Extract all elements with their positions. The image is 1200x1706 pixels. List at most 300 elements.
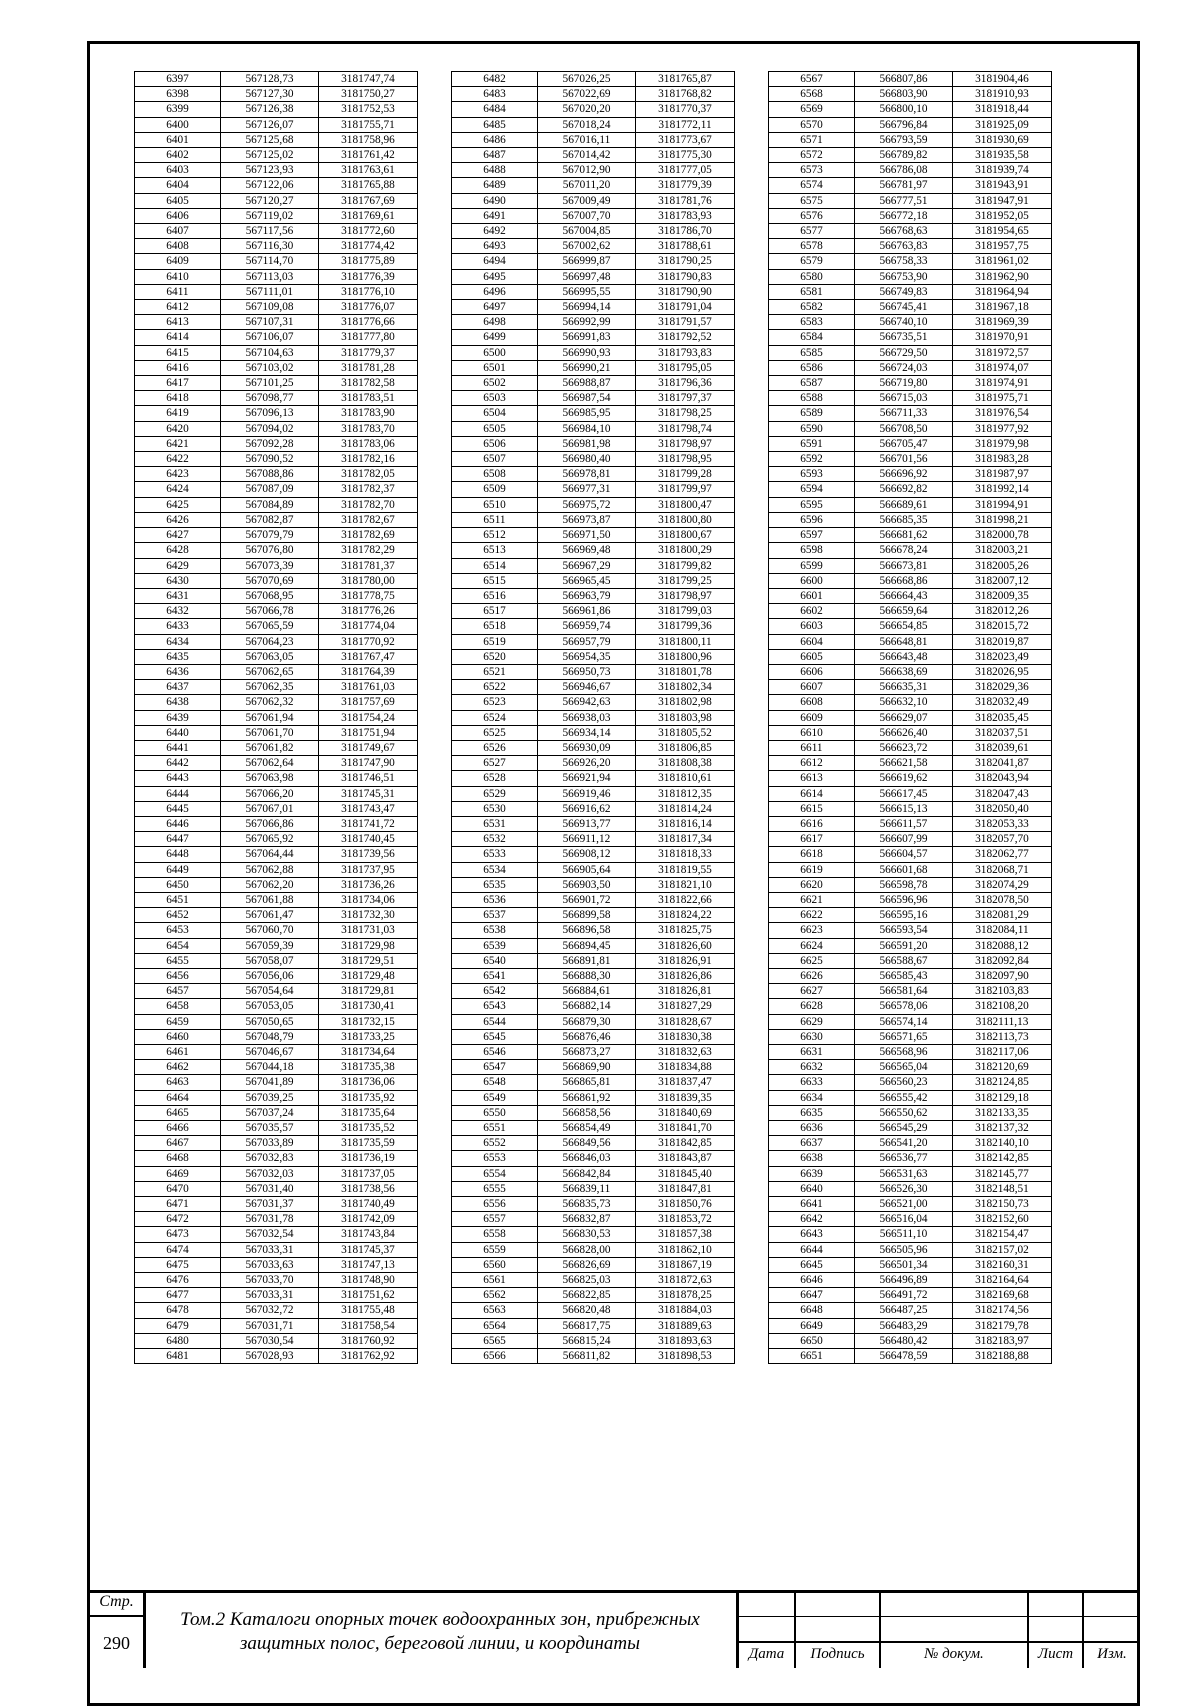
y-coordinate: 3181775,89 (319, 254, 418, 269)
table-row (135, 1349, 418, 1364)
point-number: 6586 (769, 360, 855, 375)
table-row (452, 467, 735, 482)
table-row (452, 1166, 735, 1181)
x-coordinate: 567054,64 (221, 984, 319, 999)
y-coordinate: 3181776,66 (319, 315, 418, 330)
x-coordinate: 566501,34 (855, 1257, 953, 1272)
x-coordinate: 566965,45 (538, 573, 636, 588)
point-number: 6483 (452, 87, 538, 102)
table-row (452, 117, 735, 132)
x-coordinate: 567120,27 (221, 193, 319, 208)
y-coordinate: 3181776,10 (319, 284, 418, 299)
table-row (135, 1288, 418, 1303)
table-row (769, 877, 1052, 892)
point-number: 6427 (135, 528, 221, 543)
table-row (452, 406, 735, 421)
y-coordinate: 3182150,73 (953, 1197, 1052, 1212)
x-coordinate: 567028,93 (221, 1349, 319, 1364)
x-coordinate: 566865,81 (538, 1075, 636, 1090)
table-row (769, 178, 1052, 193)
table-row (769, 710, 1052, 725)
table-row (452, 1349, 735, 1364)
y-coordinate: 3181799,28 (636, 467, 735, 482)
y-coordinate: 3181781,28 (319, 360, 418, 375)
doc-number-label: № докум. (924, 1646, 984, 1662)
table-row (769, 193, 1052, 208)
x-coordinate: 566588,67 (855, 953, 953, 968)
table-row (769, 923, 1052, 938)
point-number: 6523 (452, 695, 538, 710)
table-row (452, 801, 735, 816)
table-row (135, 436, 418, 451)
point-number: 6618 (769, 847, 855, 862)
point-number: 6472 (135, 1212, 221, 1227)
table-row (769, 968, 1052, 983)
y-coordinate: 3182152,60 (953, 1212, 1052, 1227)
table-row (452, 786, 735, 801)
point-number: 6488 (452, 163, 538, 178)
x-coordinate: 566796,84 (855, 117, 953, 132)
point-number: 6473 (135, 1227, 221, 1242)
y-coordinate: 3181769,61 (319, 208, 418, 223)
point-number: 6595 (769, 497, 855, 512)
point-number: 6510 (452, 497, 538, 512)
point-number: 6444 (135, 786, 221, 801)
table-row (452, 1197, 735, 1212)
point-number: 6623 (769, 923, 855, 938)
point-number: 6627 (769, 984, 855, 999)
x-coordinate: 567076,80 (221, 543, 319, 558)
point-number: 6438 (135, 695, 221, 710)
point-number: 6563 (452, 1303, 538, 1318)
y-coordinate: 3181800,96 (636, 649, 735, 664)
y-coordinate: 3182026,95 (953, 664, 1052, 679)
y-coordinate: 3182041,87 (953, 756, 1052, 771)
table-row (769, 558, 1052, 573)
table-row (452, 102, 735, 117)
table-row (135, 224, 418, 239)
y-coordinate: 3181799,25 (636, 573, 735, 588)
x-coordinate: 567104,63 (221, 345, 319, 360)
table-row (135, 452, 418, 467)
point-number: 6558 (452, 1227, 538, 1242)
x-coordinate: 567126,38 (221, 102, 319, 117)
y-coordinate: 3181832,63 (636, 1045, 735, 1060)
table-row (769, 847, 1052, 862)
x-coordinate: 566777,51 (855, 193, 953, 208)
point-number: 6420 (135, 421, 221, 436)
y-coordinate: 3181802,98 (636, 695, 735, 710)
table-row (452, 558, 735, 573)
coordinates-table-1 (134, 71, 418, 1364)
point-number: 6639 (769, 1166, 855, 1181)
y-coordinate: 3181731,03 (319, 923, 418, 938)
table-row (452, 1242, 735, 1257)
x-coordinate: 567087,09 (221, 482, 319, 497)
y-coordinate: 3181776,26 (319, 604, 418, 619)
table-row (135, 999, 418, 1014)
y-coordinate: 3181737,05 (319, 1166, 418, 1181)
table-row (769, 649, 1052, 664)
x-coordinate: 567064,44 (221, 847, 319, 862)
table-row (452, 330, 735, 345)
table-row (452, 908, 735, 923)
x-coordinate: 566635,31 (855, 680, 953, 695)
y-coordinate: 3181761,03 (319, 680, 418, 695)
table-row (452, 953, 735, 968)
point-number: 6612 (769, 756, 855, 771)
x-coordinate: 567128,73 (221, 72, 319, 87)
table-row (452, 938, 735, 953)
table-row (135, 1045, 418, 1060)
x-coordinate: 567031,40 (221, 1181, 319, 1196)
point-number: 6568 (769, 87, 855, 102)
point-number: 6525 (452, 725, 538, 740)
point-number: 6455 (135, 953, 221, 968)
table-row (135, 1151, 418, 1166)
point-number: 6411 (135, 284, 221, 299)
x-coordinate: 566480,42 (855, 1333, 953, 1348)
point-number: 6442 (135, 756, 221, 771)
y-coordinate: 3181826,60 (636, 938, 735, 953)
point-number: 6599 (769, 558, 855, 573)
x-coordinate: 566995,55 (538, 284, 636, 299)
x-coordinate: 566815,24 (538, 1333, 636, 1348)
y-coordinate: 3181790,25 (636, 254, 735, 269)
grid-line (739, 1641, 1140, 1643)
table-row (769, 452, 1052, 467)
point-number: 6622 (769, 908, 855, 923)
y-coordinate: 3181974,91 (953, 376, 1052, 391)
table-row (135, 847, 418, 862)
y-coordinate: 3181734,06 (319, 892, 418, 907)
y-coordinate: 3182137,32 (953, 1121, 1052, 1136)
x-coordinate: 566505,96 (855, 1242, 953, 1257)
point-number: 6509 (452, 482, 538, 497)
point-number: 6643 (769, 1227, 855, 1242)
point-number: 6611 (769, 740, 855, 755)
y-coordinate: 3181743,47 (319, 801, 418, 816)
x-coordinate: 567031,78 (221, 1212, 319, 1227)
y-coordinate: 3181969,39 (953, 315, 1052, 330)
point-number: 6626 (769, 968, 855, 983)
table-row (769, 634, 1052, 649)
table-row (135, 163, 418, 178)
point-number: 6503 (452, 391, 538, 406)
x-coordinate: 566526,30 (855, 1181, 953, 1196)
point-number: 6422 (135, 452, 221, 467)
y-coordinate: 3182003,21 (953, 543, 1052, 558)
table-row (452, 680, 735, 695)
point-number: 6513 (452, 543, 538, 558)
point-number: 6536 (452, 892, 538, 907)
y-coordinate: 3182000,78 (953, 528, 1052, 543)
x-coordinate: 567053,05 (221, 999, 319, 1014)
y-coordinate: 3181776,39 (319, 269, 418, 284)
y-coordinate: 3182164,64 (953, 1273, 1052, 1288)
y-coordinate: 3181790,90 (636, 284, 735, 299)
y-coordinate: 3181798,25 (636, 406, 735, 421)
table-row (135, 497, 418, 512)
point-number: 6404 (135, 178, 221, 193)
table-row (769, 1227, 1052, 1242)
point-number: 6401 (135, 132, 221, 147)
x-coordinate: 567116,30 (221, 239, 319, 254)
y-coordinate: 3182005,26 (953, 558, 1052, 573)
y-coordinate: 3181910,93 (953, 87, 1052, 102)
x-coordinate: 566578,06 (855, 999, 953, 1014)
x-coordinate: 566975,72 (538, 497, 636, 512)
point-number: 6633 (769, 1075, 855, 1090)
table-row (135, 178, 418, 193)
x-coordinate: 566817,75 (538, 1318, 636, 1333)
y-coordinate: 3181818,33 (636, 847, 735, 862)
point-number: 6561 (452, 1273, 538, 1288)
table-row (769, 1181, 1052, 1196)
table-row (452, 436, 735, 451)
y-coordinate: 3181837,47 (636, 1075, 735, 1090)
table-row (135, 862, 418, 877)
y-coordinate: 3182179,78 (953, 1318, 1052, 1333)
x-coordinate: 566980,40 (538, 452, 636, 467)
point-number: 6629 (769, 1014, 855, 1029)
y-coordinate: 3181778,75 (319, 588, 418, 603)
x-coordinate: 566623,72 (855, 740, 953, 755)
table-row (769, 543, 1052, 558)
table-row (769, 239, 1052, 254)
point-number: 6430 (135, 573, 221, 588)
x-coordinate: 566574,14 (855, 1014, 953, 1029)
point-number: 6609 (769, 710, 855, 725)
table-row (452, 710, 735, 725)
point-number: 6585 (769, 345, 855, 360)
point-number: 6543 (452, 999, 538, 1014)
y-coordinate: 3181796,36 (636, 376, 735, 391)
point-number: 6553 (452, 1151, 538, 1166)
x-coordinate: 567002,62 (538, 239, 636, 254)
point-number: 6441 (135, 740, 221, 755)
y-coordinate: 3181780,00 (319, 573, 418, 588)
y-coordinate: 3181872,63 (636, 1273, 735, 1288)
y-coordinate: 3182039,61 (953, 740, 1052, 755)
x-coordinate: 566571,65 (855, 1029, 953, 1044)
y-coordinate: 3182124,85 (953, 1075, 1052, 1090)
x-coordinate: 566638,69 (855, 664, 953, 679)
table-row (135, 573, 418, 588)
table-row (769, 497, 1052, 512)
table-row (135, 680, 418, 695)
table-row (135, 193, 418, 208)
point-number: 6573 (769, 163, 855, 178)
x-coordinate: 566626,40 (855, 725, 953, 740)
table-row (135, 391, 418, 406)
y-coordinate: 3182078,50 (953, 892, 1052, 907)
x-coordinate: 566984,10 (538, 421, 636, 436)
y-coordinate: 3181798,95 (636, 452, 735, 467)
x-coordinate: 566521,00 (855, 1197, 953, 1212)
point-number: 6418 (135, 391, 221, 406)
point-number: 6496 (452, 284, 538, 299)
y-coordinate: 3181884,03 (636, 1303, 735, 1318)
point-number: 6453 (135, 923, 221, 938)
point-number: 6432 (135, 604, 221, 619)
point-number: 6638 (769, 1151, 855, 1166)
y-coordinate: 3181783,06 (319, 436, 418, 451)
x-coordinate: 566901,72 (538, 892, 636, 907)
x-coordinate: 566611,57 (855, 816, 953, 831)
point-number: 6630 (769, 1029, 855, 1044)
x-coordinate: 567033,63 (221, 1257, 319, 1272)
point-number: 6545 (452, 1029, 538, 1044)
x-coordinate: 567126,07 (221, 117, 319, 132)
y-coordinate: 3181826,81 (636, 984, 735, 999)
point-number: 6527 (452, 756, 538, 771)
point-number: 6608 (769, 695, 855, 710)
point-number: 6429 (135, 558, 221, 573)
point-number: 6447 (135, 832, 221, 847)
x-coordinate: 566585,43 (855, 968, 953, 983)
y-coordinate: 3181972,57 (953, 345, 1052, 360)
x-coordinate: 567056,06 (221, 968, 319, 983)
point-number: 6613 (769, 771, 855, 786)
point-number: 6502 (452, 376, 538, 391)
table-row (769, 117, 1052, 132)
y-coordinate: 3181842,85 (636, 1136, 735, 1151)
y-coordinate: 3181783,51 (319, 391, 418, 406)
point-number: 6592 (769, 452, 855, 467)
y-coordinate: 3181827,29 (636, 999, 735, 1014)
table-row (135, 649, 418, 664)
x-coordinate: 566884,61 (538, 984, 636, 999)
x-coordinate: 567033,70 (221, 1273, 319, 1288)
y-coordinate: 3181800,29 (636, 543, 735, 558)
point-number: 6548 (452, 1075, 538, 1090)
y-coordinate: 3181857,38 (636, 1227, 735, 1242)
table-row (135, 1242, 418, 1257)
y-coordinate: 3181761,42 (319, 148, 418, 163)
x-coordinate: 567063,98 (221, 771, 319, 786)
x-coordinate: 566894,45 (538, 938, 636, 953)
table-row (135, 148, 418, 163)
y-coordinate: 3181935,58 (953, 148, 1052, 163)
x-coordinate: 566654,85 (855, 619, 953, 634)
table-row (769, 1121, 1052, 1136)
point-number: 6458 (135, 999, 221, 1014)
point-number: 6605 (769, 649, 855, 664)
point-number: 6497 (452, 300, 538, 315)
point-number: 6602 (769, 604, 855, 619)
table-row (769, 1197, 1052, 1212)
x-coordinate: 566811,82 (538, 1349, 636, 1364)
x-coordinate: 566803,90 (855, 87, 953, 102)
table-row (452, 984, 735, 999)
x-coordinate: 566963,79 (538, 588, 636, 603)
x-coordinate: 566753,90 (855, 269, 953, 284)
point-number: 6556 (452, 1197, 538, 1212)
x-coordinate: 566496,89 (855, 1273, 953, 1288)
x-coordinate: 566846,03 (538, 1151, 636, 1166)
x-coordinate: 566491,72 (855, 1288, 953, 1303)
x-coordinate: 567065,92 (221, 832, 319, 847)
point-number: 6554 (452, 1166, 538, 1181)
y-coordinate: 3181775,30 (636, 148, 735, 163)
point-number: 6651 (769, 1349, 855, 1364)
point-number: 6582 (769, 300, 855, 315)
table-row (452, 391, 735, 406)
table-row (135, 816, 418, 831)
y-coordinate: 3181782,29 (319, 543, 418, 558)
y-coordinate: 3181783,93 (636, 208, 735, 223)
x-coordinate: 566516,04 (855, 1212, 953, 1227)
table-row (452, 497, 735, 512)
table-row (452, 1105, 735, 1120)
table-row (452, 1075, 735, 1090)
page-number: 290 (103, 1633, 130, 1653)
table-row (135, 725, 418, 740)
x-coordinate: 566595,16 (855, 908, 953, 923)
y-coordinate: 3181841,70 (636, 1121, 735, 1136)
point-number: 6500 (452, 345, 538, 360)
point-number: 6642 (769, 1212, 855, 1227)
y-coordinate: 3182029,36 (953, 680, 1052, 695)
x-coordinate: 566822,85 (538, 1288, 636, 1303)
y-coordinate: 3181964,94 (953, 284, 1052, 299)
x-coordinate: 566987,54 (538, 391, 636, 406)
y-coordinate: 3181975,71 (953, 391, 1052, 406)
point-number: 6566 (452, 1349, 538, 1364)
point-number: 6398 (135, 87, 221, 102)
table-row (452, 588, 735, 603)
x-coordinate: 567079,79 (221, 528, 319, 543)
point-number: 6520 (452, 649, 538, 664)
point-number: 6479 (135, 1318, 221, 1333)
table-row (452, 452, 735, 467)
y-coordinate: 3181751,94 (319, 725, 418, 740)
point-number: 6450 (135, 877, 221, 892)
x-coordinate: 567032,83 (221, 1151, 319, 1166)
table-row (452, 512, 735, 527)
y-coordinate: 3182023,49 (953, 649, 1052, 664)
y-coordinate: 3181749,67 (319, 740, 418, 755)
y-coordinate: 3181962,90 (953, 269, 1052, 284)
y-coordinate: 3181730,41 (319, 999, 418, 1014)
y-coordinate: 3181782,67 (319, 512, 418, 527)
y-coordinate: 3181967,18 (953, 300, 1052, 315)
y-coordinate: 3181741,72 (319, 816, 418, 831)
y-coordinate: 3181743,84 (319, 1227, 418, 1242)
y-coordinate: 3182160,31 (953, 1257, 1052, 1272)
table-row (135, 1014, 418, 1029)
table-row (769, 1151, 1052, 1166)
table-row (452, 756, 735, 771)
point-number: 6579 (769, 254, 855, 269)
point-number: 6648 (769, 1303, 855, 1318)
point-number: 6498 (452, 315, 538, 330)
x-coordinate: 567037,24 (221, 1105, 319, 1120)
x-coordinate: 567062,64 (221, 756, 319, 771)
x-coordinate: 566959,74 (538, 619, 636, 634)
x-coordinate: 566664,43 (855, 588, 953, 603)
table-row (769, 132, 1052, 147)
table-row (769, 300, 1052, 315)
table-row (135, 1075, 418, 1090)
table-row (769, 406, 1052, 421)
point-number: 6499 (452, 330, 538, 345)
x-coordinate: 566842,84 (538, 1166, 636, 1181)
y-coordinate: 3181826,91 (636, 953, 735, 968)
point-number: 6590 (769, 421, 855, 436)
table-row (452, 968, 735, 983)
